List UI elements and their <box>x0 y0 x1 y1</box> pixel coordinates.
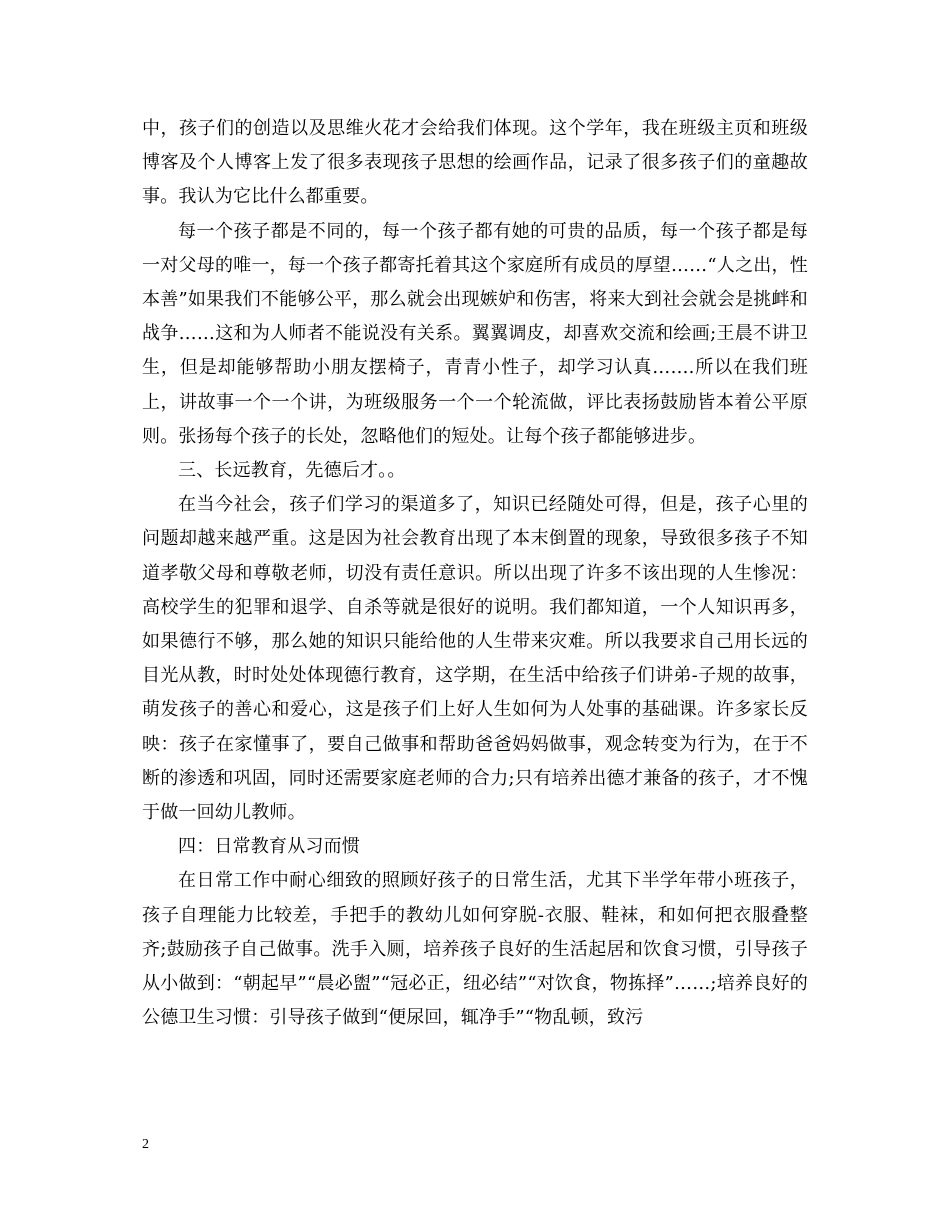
section-heading-3: 三、长远教育，先德后才。。 <box>178 460 406 482</box>
section-heading-4: 四：日常教育从习而惯 <box>178 836 360 858</box>
paragraph-1: 中，孩子们的创造以及思维火花才会给我们体现。这个学年，我在班级主页和班级博客及个人博客上发了很多表现孩子思想的绘画作品，记录了很多孩子们的童趣故事。我认为它比什么都重要。 <box>142 118 808 208</box>
paragraph-6: 在日常工作中耐心细致的照顾好孩子的日常生活，尤其下半学年带小班孩子，孩子自理能力比较差，手把手的教幼儿如何穿脱-衣服、鞋袜，和如何把衣服叠整齐;鼓励孩子自己做事。洗手入厕，培养孩子良好的生活起居和饮食习惯，引导孩子从小做到：“朝起早”“晨必盥”“冠必正，纽必结”“对饮食，物拣择”……;培养良好的公德卫生习惯：引导孩子做到“便尿回，辄净手”“物乱顿，致污 <box>142 870 808 1029</box>
paragraph-4: 在当今社会，孩子们学习的渠道多了，知识已经随处可得，但是，孩子心里的问题却越来越严重。这是因为社会教育出现了本末倒置的现象，导致很多孩子不知道孝敬父母和尊敬老师，切没有责任意识。所以出现了许多不该出现的人生惨况：高校学生的犯罪和退学、自杀等就是很好的说明。我们都知道，一个人知识再多，如果德行不够，那么她的知识只能给他的人生带来灾难。所以我要求自己用长远的目光从教，时时处处体现德行教育，这学期，在生活中给孩子们讲弟-子规的故事，萌发孩子的善心和爱心，这是孩子们上好人生如何为人处事的基础课。许多家长反映：孩子在家懂事了，要自己做事和帮助爸爸妈妈做事，观念转变为行为，在于不断的渗透和巩固，同时还需要家庭老师的合力;只有培养出德才兼备的孩子，才不愧于做一回幼儿教师。 <box>142 494 808 824</box>
paragraph-2: 每一个孩子都是不同的，每一个孩子都有她的可贵的品质，每一个孩子都是每一对父母的唯一，每一个孩子都寄托着其这个家庭所有成员的厚望……“人之出，性本善”如果我们不能够公平，那么就会出现嫉妒和伤害，将来大到社会就会是挑衅和战争……这和为人师者不能说没有关系。翼翼调皮，却喜欢交流和绘画;王晨不讲卫生，但是却能够帮助小朋友摆椅子，青青小性子，却学习认真…….所以在我们班上，讲故事一个一个讲，为班级服务一个一个轮流做，评比表扬鼓励皆本着公平原则。张扬每个孩子的长处，忽略他们的短处。让每个孩子都能够进步。 <box>142 220 808 447</box>
page-number: 2 <box>142 1137 149 1152</box>
document-body <box>142 112 808 1035</box>
